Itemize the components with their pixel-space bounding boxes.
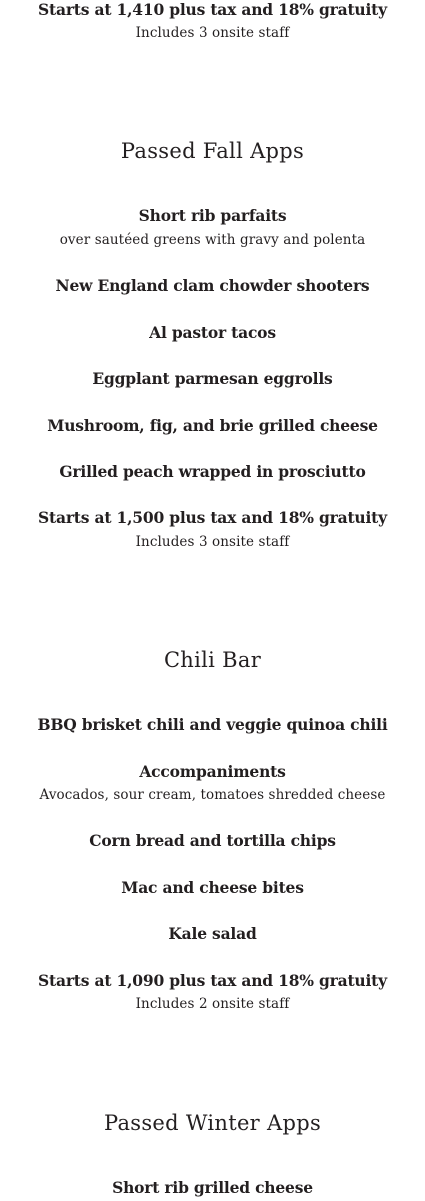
- chili-heading: Chili Bar: [163, 648, 262, 672]
- chili-price: Starts at 1,090 plus tax and 18% gratuity: [38, 971, 387, 990]
- winter-heading: Passed Winter Apps: [103, 1111, 322, 1135]
- fall-price: Starts at 1,500 plus tax and 18% gratuity: [38, 508, 387, 527]
- chili-item-accompaniments: Accompaniments: [139, 762, 286, 781]
- fall-item-eggplant-eggrolls: Eggplant parmesan eggrolls: [92, 369, 333, 388]
- fall-heading: Passed Fall Apps: [120, 139, 305, 163]
- chili-item-corn-bread: Corn bread and tortilla chips: [89, 831, 336, 850]
- chili-item-accompaniments-desc: Avocados, sour cream, tomatoes shredded cheese: [39, 787, 386, 803]
- fall-staff: Includes 3 onsite staff: [135, 534, 290, 550]
- fall-item-short-rib-parfaits: Short rib parfaits: [138, 206, 287, 225]
- chili-item-mac-cheese-bites: Mac and cheese bites: [121, 878, 304, 897]
- fall-item-mushroom-grilled-cheese: Mushroom, fig, and brie grilled cheese: [47, 416, 378, 435]
- fall-item-clam-chowder: New England clam chowder shooters: [55, 276, 370, 295]
- winter-item-short-rib-grilled-cheese: Short rib grilled cheese: [112, 1178, 313, 1197]
- fall-item-short-rib-parfaits-desc: over sautéed greens with gravy and polenta: [59, 232, 366, 248]
- chili-staff: Includes 2 onsite staff: [135, 996, 290, 1012]
- fall-item-al-pastor-tacos: Al pastor tacos: [149, 323, 276, 342]
- chili-item-brisket-chili: BBQ brisket chili and veggie quinoa chili: [37, 715, 388, 734]
- fall-item-grilled-peach: Grilled peach wrapped in prosciutto: [59, 462, 366, 481]
- top-staff: Includes 3 onsite staff: [135, 25, 290, 41]
- chili-item-kale-salad: Kale salad: [168, 924, 257, 943]
- top-price: Starts at 1,410 plus tax and 18% gratuity: [38, 0, 387, 19]
